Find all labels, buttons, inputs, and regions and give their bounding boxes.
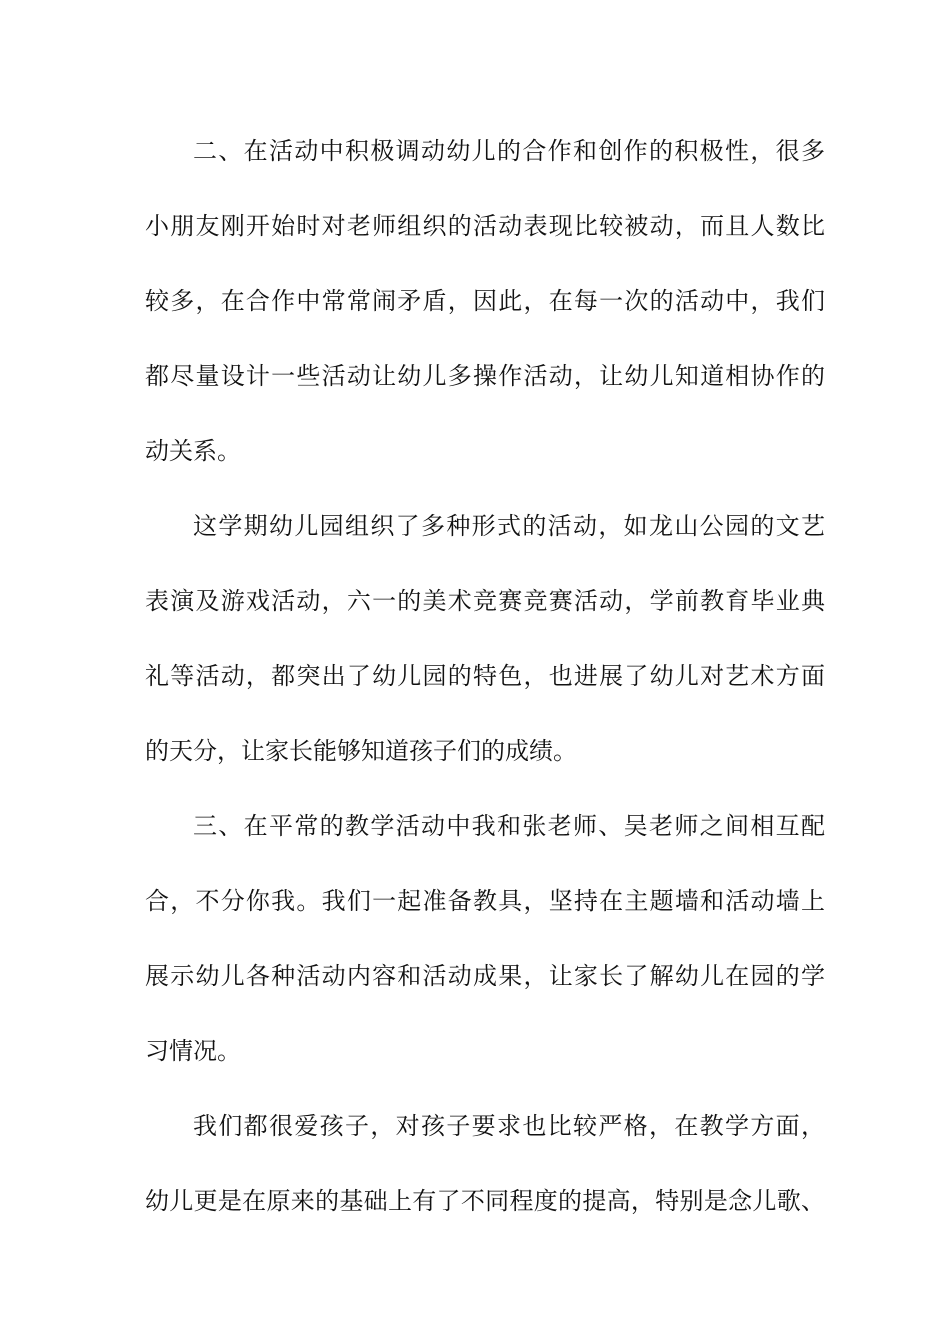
- text-line: 小朋友刚开始时对老师组织的活动表现比较被动，而且人数比: [145, 212, 825, 240]
- text-line: 合，不分你我。我们一起准备教具，坚持在主题墙和活动墙上: [145, 887, 825, 915]
- paragraph-activities: [145, 503, 825, 803]
- text-line: 都尽量设计一些活动让幼儿多操作活动，让幼儿知道相协作的: [145, 362, 825, 390]
- text-line: 我们都很爱孩子，对孩子要求也比较严格，在教学方面，: [193, 1112, 825, 1140]
- text-line: 动关系。: [145, 437, 241, 465]
- document-body: [145, 128, 825, 1253]
- text-line: 的天分，让家长能够知道孩子们的成绩。: [145, 737, 577, 765]
- paragraph-love-children: [145, 1103, 825, 1253]
- paragraph-3-teamwork: [145, 803, 825, 1103]
- text-line: 习情况。: [145, 1037, 241, 1065]
- text-line: 展示幼儿各种活动内容和活动成果，让家长了解幼儿在园的学: [145, 962, 825, 990]
- text-line: 礼等活动，都突出了幼儿园的特色，也进展了幼儿对艺术方面: [145, 662, 825, 690]
- text-line: 较多，在合作中常常闹矛盾，因此，在每一次的活动中，我们: [145, 287, 825, 315]
- text-line: 二、在活动中积极调动幼儿的合作和创作的积极性，很多: [193, 137, 825, 165]
- text-line: 这学期幼儿园组织了多种形式的活动，如龙山公园的文艺: [193, 512, 825, 540]
- text-line: 幼儿更是在原来的基础上有了不同程度的提高，特别是念儿歌、: [145, 1187, 825, 1215]
- paragraph-2-cooperation: [145, 128, 825, 503]
- text-line: 三、在平常的教学活动中我和张老师、吴老师之间相互配: [193, 812, 825, 840]
- text-line: 表演及游戏活动，六一的美术竞赛竞赛活动，学前教育毕业典: [145, 587, 825, 615]
